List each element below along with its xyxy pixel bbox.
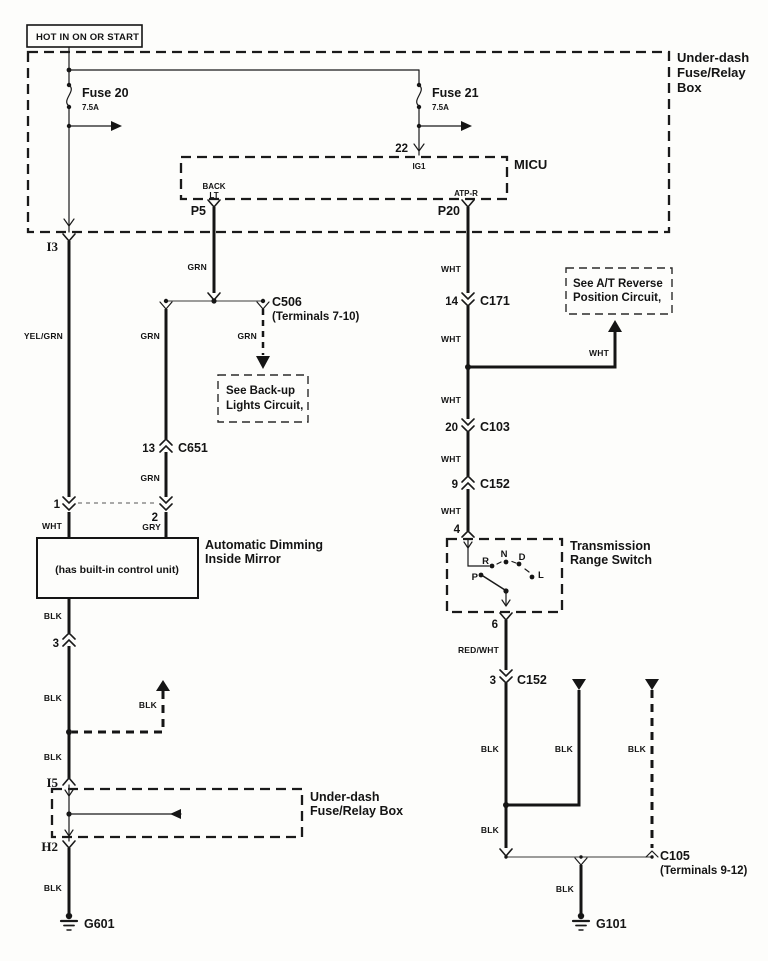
pos-n: N — [500, 549, 508, 560]
connector-c506: C506 — [272, 295, 302, 309]
wire-blk-r-d: BLK — [480, 825, 499, 835]
mirror-title-1: Automatic Dimming — [205, 538, 324, 552]
connector-c152-a: C152 — [480, 477, 510, 491]
wire-gry: GRY — [142, 522, 161, 532]
c506-terminals: (Terminals 7-10) — [272, 311, 360, 323]
internal-arrow-left — [170, 809, 181, 819]
mirror-title-2: Inside Mirror — [205, 552, 281, 566]
connector-c152-b: C152 — [517, 673, 547, 687]
connector-c651: C651 — [178, 441, 208, 455]
underdash-fuse-relay-box-bottom — [52, 785, 403, 841]
grn-run-c651 — [141, 309, 208, 538]
wire-yel-grn: YEL/GRN — [23, 331, 63, 341]
wire-blk-r-a: BLK — [480, 744, 499, 754]
micu-pin-ig1: IG1 — [412, 162, 426, 171]
contact-l — [530, 575, 535, 580]
hot-in-on-or-start — [27, 25, 142, 47]
h2-g601-run — [41, 839, 114, 931]
blk-branch3-arrow — [645, 679, 659, 690]
micu-label: MICU — [514, 157, 548, 172]
see-at-1: See A/T Reverse — [573, 278, 663, 290]
pin-20: 20 — [445, 422, 458, 434]
pin-22: 22 — [395, 143, 408, 155]
wire-grn-c: GRN — [140, 473, 160, 483]
micu-pin-back: BACK — [202, 182, 226, 191]
fuse20-branch-arrow — [111, 121, 122, 131]
pin-1: 1 — [53, 499, 60, 511]
see-backup-box — [218, 375, 308, 422]
pos-p: P — [471, 572, 478, 583]
wire-blk-a: BLK — [43, 611, 62, 621]
switch-arm — [483, 576, 505, 590]
wire-grn-b: GRN — [237, 331, 257, 341]
pin-3-left: 3 — [52, 638, 59, 650]
pin-13: 13 — [142, 443, 155, 455]
transmission-range-switch — [447, 539, 652, 612]
c105-g101 — [500, 849, 748, 931]
underdash-box-outline — [28, 52, 669, 232]
blk-branch2-arrow — [572, 679, 586, 690]
connector-c103: C103 — [480, 420, 510, 434]
auto-dimming-mirror — [37, 538, 323, 598]
micu-module — [181, 157, 547, 200]
trs-title-2: Range Switch — [570, 553, 652, 567]
wire-wht-e: WHT — [441, 506, 461, 516]
blk-stub-arrow-up — [156, 680, 170, 691]
fuse21-name: Fuse 21 — [432, 86, 479, 100]
wire-blk-d: BLK — [43, 883, 62, 893]
see-backup-1: See Back-up — [226, 385, 296, 397]
fuse20-rating: 7.5A — [82, 103, 99, 112]
pin-6: 6 — [491, 619, 498, 631]
connector-p5: P5 — [190, 204, 206, 218]
underdash2-label-2: Fuse/Relay Box — [310, 804, 404, 818]
mirror-ground-run — [44, 598, 170, 790]
wire-wht-left: WHT — [42, 521, 62, 531]
pos-r: R — [482, 556, 489, 567]
contact-n — [504, 560, 509, 565]
c105-terminals: (Terminals 9-12) — [660, 865, 748, 877]
pin-3-right: 3 — [489, 675, 496, 687]
ground-g601: G601 — [84, 917, 115, 931]
see-backup-branch — [218, 309, 308, 422]
backup-arrow-down — [256, 356, 270, 369]
wire-blk-c: BLK — [43, 752, 62, 762]
wire-wht-d: WHT — [441, 454, 461, 464]
fuse21-rating: 7.5A — [432, 103, 449, 112]
fuse21-symbol — [417, 85, 422, 106]
wire-blk-b: BLK — [43, 693, 62, 703]
fuse21-branch-arrow — [461, 121, 472, 131]
micu-pin-lt: LT — [209, 191, 219, 200]
pin-14: 14 — [445, 296, 458, 308]
wire-wht-b: WHT — [441, 334, 461, 344]
mirror-note: (has built-in control unit) — [55, 564, 179, 576]
connector-c171: C171 — [480, 294, 510, 308]
see-backup-2: Lights Circuit, — [226, 400, 304, 412]
p20-connector-wire — [438, 200, 474, 293]
see-at-2: Position Circuit, — [573, 292, 662, 304]
wire-grn-a: GRN — [140, 331, 160, 341]
pin-9: 9 — [451, 479, 458, 491]
connector-p20: P20 — [437, 204, 460, 218]
fuse-21-circuit — [395, 70, 478, 155]
connector-i5: I5 — [46, 775, 58, 790]
ground-g101: G101 — [596, 917, 627, 931]
underdash-fuse-relay-box-top — [28, 50, 749, 232]
wire-red-wht: RED/WHT — [457, 645, 499, 655]
wire-blk-r-c: BLK — [627, 744, 646, 754]
pos-l: L — [538, 570, 544, 581]
trs-output-run — [458, 613, 659, 848]
wire-wht-branch: WHT — [589, 348, 609, 358]
wire-wht-a: WHT — [441, 264, 461, 274]
wire-blk-r-e: BLK — [555, 884, 574, 894]
micu-pin-atpr: ATP-R — [454, 189, 478, 198]
pos-d: D — [518, 552, 526, 563]
c506-junction — [160, 295, 360, 323]
connector-i3: I3 — [46, 239, 58, 254]
pin-4: 4 — [453, 524, 460, 536]
fuse20-name: Fuse 20 — [82, 86, 129, 100]
underdash-label-1: Under-dash — [677, 50, 750, 65]
underdash-label-2: Fuse/Relay — [677, 65, 746, 80]
trs-title-1: Transmission — [570, 539, 651, 553]
wire-grn-p5: GRN — [187, 262, 207, 272]
underdash2-label-1: Under-dash — [310, 790, 380, 804]
fuse-20-circuit — [64, 47, 419, 232]
at-branch-arrow-up — [608, 320, 622, 332]
see-at-reverse-box — [566, 268, 672, 314]
i3-yelgrn-run — [24, 234, 154, 538]
wire-blk-branch: BLK — [138, 700, 157, 710]
connector-c105: C105 — [660, 849, 690, 863]
right-wht-run — [441, 268, 672, 537]
wire-blk-r-b: BLK — [554, 744, 573, 754]
p5-connector-wire — [188, 200, 221, 300]
contact-r — [490, 564, 495, 569]
connector-h2: H2 — [41, 839, 58, 854]
underdash-label-3: Box — [677, 80, 702, 95]
pin-2: 2 — [151, 512, 158, 524]
hot-label: HOT IN ON OR START — [36, 32, 140, 43]
wire-wht-c: WHT — [441, 395, 461, 405]
fuse20-symbol — [67, 85, 72, 106]
